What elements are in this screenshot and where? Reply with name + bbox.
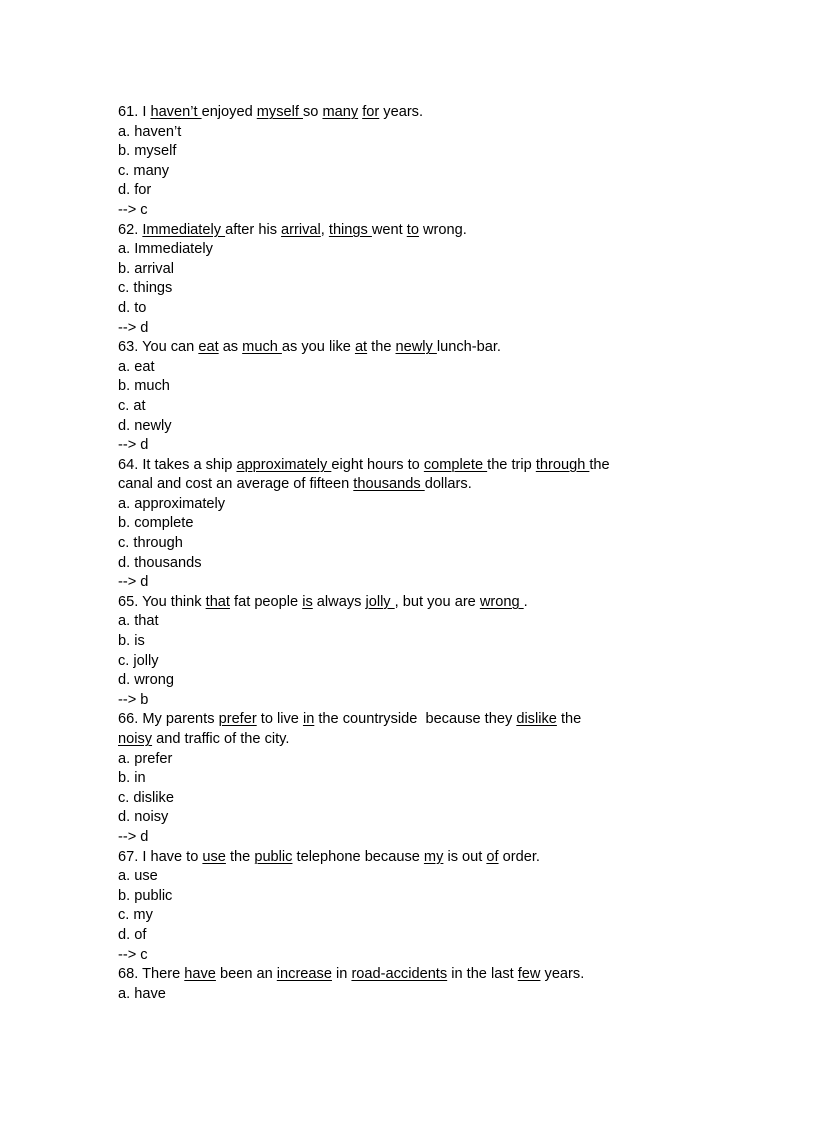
stem-text: , (320, 221, 329, 238)
answer-option: a. that (118, 613, 159, 630)
answer-option: c. through (118, 535, 183, 552)
stem-text: the countryside because they (314, 711, 517, 728)
answer-option: b. myself (118, 143, 177, 160)
underlined-word: things (328, 221, 372, 238)
answer-option: d. for (118, 182, 152, 199)
stem-text: 63. You can (118, 339, 199, 356)
stem-text: after his (225, 221, 282, 238)
underlined-word: haven’t (150, 104, 202, 120)
answer-option: c. many (118, 162, 170, 179)
answer-key: --> d (118, 437, 149, 454)
answer-option: b. public (118, 887, 173, 904)
stem-text: as you like (281, 339, 355, 356)
underlined-word: wrong (479, 593, 524, 610)
stem-text: fat people (229, 593, 303, 610)
stem-text: dollars. (424, 476, 472, 493)
stem-text: wrong. (418, 221, 467, 238)
underlined-word: thousands (353, 476, 425, 493)
underlined-word: noisy (118, 731, 153, 747)
answer-option: d. wrong (118, 672, 174, 689)
question-stem (118, 710, 678, 730)
stem-text: lunch-bar. (436, 339, 501, 356)
stem-text: years. (540, 966, 585, 983)
stem-text: the (556, 711, 582, 728)
underlined-word: use (202, 848, 226, 865)
answer-key: --> d (118, 574, 149, 591)
underlined-word: many (322, 104, 359, 120)
question-stem (118, 103, 678, 123)
underlined-word: prefer (218, 711, 257, 728)
underlined-word: of (486, 848, 499, 865)
stem-text: enjoyed (201, 104, 257, 120)
stem-text: . (523, 593, 528, 610)
underlined-word: dislike (516, 711, 557, 728)
stem-text: 68. There (118, 966, 185, 983)
answer-option: c. jolly (118, 652, 159, 669)
stem-text: eight hours to (331, 456, 424, 473)
underlined-word: increase (276, 966, 332, 983)
question-stem (118, 221, 678, 241)
underlined-word: much (242, 339, 282, 356)
stem-text: order. (498, 848, 540, 865)
underlined-word: for (362, 104, 380, 120)
question-stem-continued (118, 730, 678, 750)
stem-text: 67. I have to (118, 848, 203, 865)
underlined-word: approximately (236, 456, 332, 473)
stem-text: 66. My parents (118, 711, 219, 728)
underlined-word: at (354, 339, 368, 356)
stem-text: 64. It takes a ship (118, 456, 237, 473)
answer-option: a. prefer (118, 750, 173, 767)
stem-text: canal and cost an average of fifteen (118, 476, 354, 493)
answer-key: --> d (118, 319, 149, 336)
underlined-word: newly (395, 339, 437, 356)
answer-key: --> c (118, 201, 148, 218)
answer-option: c. my (118, 907, 153, 924)
answer-option: d. to (118, 299, 147, 316)
answer-option: b. is (118, 633, 145, 650)
underlined-word: myself (256, 104, 303, 120)
stem-text: telephone because (292, 848, 424, 865)
question-stem-continued (118, 475, 678, 495)
stem-text: years. (379, 104, 424, 120)
underlined-word: complete (423, 456, 488, 473)
answer-option: a. use (118, 868, 158, 885)
stem-text: been an (215, 966, 277, 983)
stem-text: always (312, 593, 366, 610)
question-stem (118, 965, 678, 985)
stem-text: the trip (487, 456, 536, 473)
answer-option: d. thousands (118, 554, 202, 571)
underlined-word: public (254, 848, 293, 865)
stem-text: is out (443, 848, 487, 865)
stem-text: 62. (118, 221, 143, 238)
answer-key: --> d (118, 828, 149, 845)
underlined-word: is (302, 593, 313, 610)
stem-text: 61. I (118, 104, 151, 120)
answer-option: c. at (118, 397, 146, 414)
underlined-word: to (406, 221, 419, 238)
stem-text: as (218, 339, 243, 356)
underlined-word: road-accidents (351, 966, 448, 983)
underlined-word: that (205, 593, 230, 610)
question-stem (118, 848, 678, 868)
question-stem (118, 456, 678, 476)
answer-key: --> b (118, 691, 149, 708)
answer-key: --> c (118, 946, 148, 963)
answer-option: b. complete (118, 515, 194, 532)
answer-option: c. things (118, 280, 173, 297)
answer-option: a. eat (118, 358, 155, 375)
stem-text: to live (256, 711, 303, 728)
underlined-word: eat (198, 339, 219, 356)
stem-text: and traffic of the city. (152, 731, 290, 747)
stem-text: 65. You think (118, 593, 206, 610)
underlined-word: jolly (365, 593, 395, 610)
stem-text: the (225, 848, 255, 865)
stem-text: the (367, 339, 396, 356)
question-stem (118, 338, 678, 358)
exercise-page (118, 103, 678, 1004)
answer-option: a. haven’t (118, 123, 182, 140)
stem-text: so (302, 104, 323, 120)
answer-option: c. dislike (118, 789, 174, 806)
underlined-word: my (423, 848, 444, 865)
answer-option: a. approximately (118, 495, 226, 512)
underlined-word: Immediately (142, 221, 226, 238)
underlined-word: have (184, 966, 216, 983)
answer-option: d. of (118, 926, 147, 943)
answer-option: a. have (118, 985, 166, 1002)
answer-option: b. much (118, 378, 170, 395)
stem-text: the (589, 456, 610, 473)
underlined-word: few (517, 966, 541, 983)
underlined-word: through (535, 456, 590, 473)
stem-text: in (331, 966, 352, 983)
answer-option: d. newly (118, 417, 172, 434)
answer-option: b. in (118, 770, 146, 787)
stem-text: went (371, 221, 407, 238)
underlined-word: arrival (281, 221, 321, 238)
stem-text: , but you are (394, 593, 480, 610)
question-stem (118, 593, 678, 613)
answer-option: d. noisy (118, 809, 169, 826)
answer-option: a. Immediately (118, 241, 213, 258)
underlined-word: in (302, 711, 315, 728)
answer-option: b. arrival (118, 260, 174, 277)
stem-text: in the last (447, 966, 518, 983)
